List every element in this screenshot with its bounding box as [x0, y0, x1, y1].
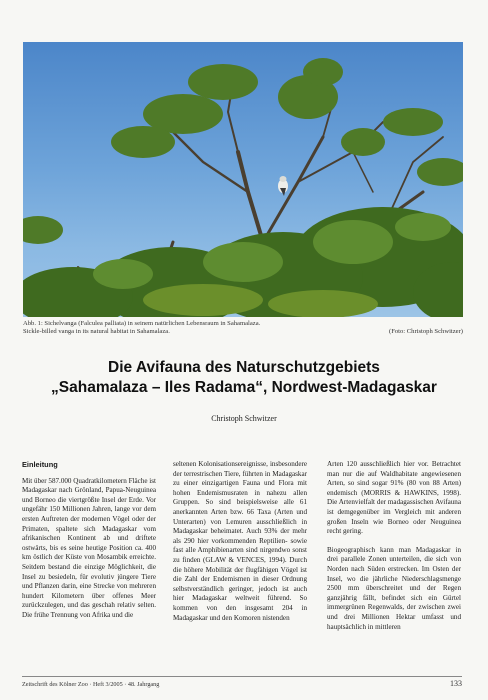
caption-german: Abb. 1: Sichelvanga (Falculea palliata) in seinem natürlichen Lebensraum in Sahamalaza. [23, 320, 261, 327]
paragraph: Arten 120 ausschließlich hier vor. Betrachtet man nur die auf Waldhabitate angewiesenen Arten, so sind sogar 91% (80 von 88 Arten) endemisch (MORRIS & HAWKINS, 1998). Die Artenvielfalt der madagassischen Avifauna ist demgegenüber im Vergleich mit anderen großen Inseln wie Borneo oder Neuguinea recht gering. [327, 460, 461, 536]
text-column-1 [22, 460, 156, 621]
text-column-3 [327, 460, 461, 632]
paragraph: Biogeographisch kann man Madagaskar in drei parallele Zonen unterteilen, die sich von Norden nach Süden erstrecken. Im Osten der Insel, wo die jährliche Niederschlagsmenge 2500 mm überschreitet und der Regen ganzjährig fällt, befindet sich ein Gürtel immergrünen Regenwalds, der zwischen zwei und drei Millionen Hektar umfasst und hauptsächlich in mittleren [327, 545, 461, 631]
page-footer [22, 679, 462, 691]
text-column-2 [173, 460, 307, 623]
journal-info: Zeitschrift des Kölner Zoo · Heft 3/2005 · 48. Jahrgang [22, 681, 160, 688]
bird-figure [278, 176, 288, 196]
figure-caption [23, 320, 463, 337]
paragraph: seltenen Kolonisationsereignisse, insbesondere der terrestrischen Tiere, führten in Madagaskar zu einer einzigartigen Fauna und Flora mit hohen Endemismusraten in nahezu allen Gruppen. So sind beispielsweise alle 61 anerkannten Arten bzw. 66 Taxa (Arten und Unterarten) von Lemuren ausschließlich in Madagaskar beheimatet. Auch 93% der mehr als 290 hier vorkommenden Reptilien- sowie fast alle Amphibienarten sind nirgendwo sonst zu finden (GLAW & VENCES, 1994). Durch die höhere Mobilität der flugfähigen Vögel ist die Zahl der Endemismen in dieser Ordnung selbstverständlich geringer, jedoch ist auch hier Madagaskar weltweit führend. So kommen von den insgesamt 204 in Madagaskar und den Komoren nistenden [173, 460, 307, 622]
footer-rule [22, 676, 462, 677]
article-photo [23, 42, 463, 317]
section-heading: Einleitung [22, 460, 58, 469]
article-title-line-2: „Sahamalaza – Iles Radama“, Nordwest-Madagaskar [51, 379, 437, 396]
caption-english: Sickle-billed vanga in its natural habitat in Sahamalaza. [23, 328, 170, 336]
paragraph-spacer [327, 537, 461, 546]
article-author: Christoph Schwitzer [211, 414, 277, 423]
article-title-line-1: Die Avifauna des Naturschutzgebiets [108, 359, 380, 376]
paragraph: Mit über 587.000 Quadratkilometern Fläche ist Madagaskar nach Grönland, Papua-Neuguinea und Borneo die viertgrößte Insel der Erde. Vor ungefähr 150 Millionen Jahren, lange vor dem ersten Auftreten der modernen Vögel oder der Primaten, spaltete sich Madagaskar vom afrikanischen Kontinent ab und driftete ostwärts, bis es seine heutige Position ca. 400 km östlich der Küste von Mosambik erreichte. Seitdem bestand die einzige Möglichkeit, die Insel zu besiedeln, für evolutiv jüngere Tiere und Pflanzen darin, eine Strecke von mehreren hundert Kilometern über offenes Meer zurückzulegen, und das geschah relativ selten. Die frühe Trennung von Afrika und die [22, 476, 156, 619]
tree-photo-illustration [23, 42, 463, 317]
page-number: 133 [450, 679, 462, 688]
photo-credit: (Foto: Christoph Schwitzer) [389, 328, 463, 335]
